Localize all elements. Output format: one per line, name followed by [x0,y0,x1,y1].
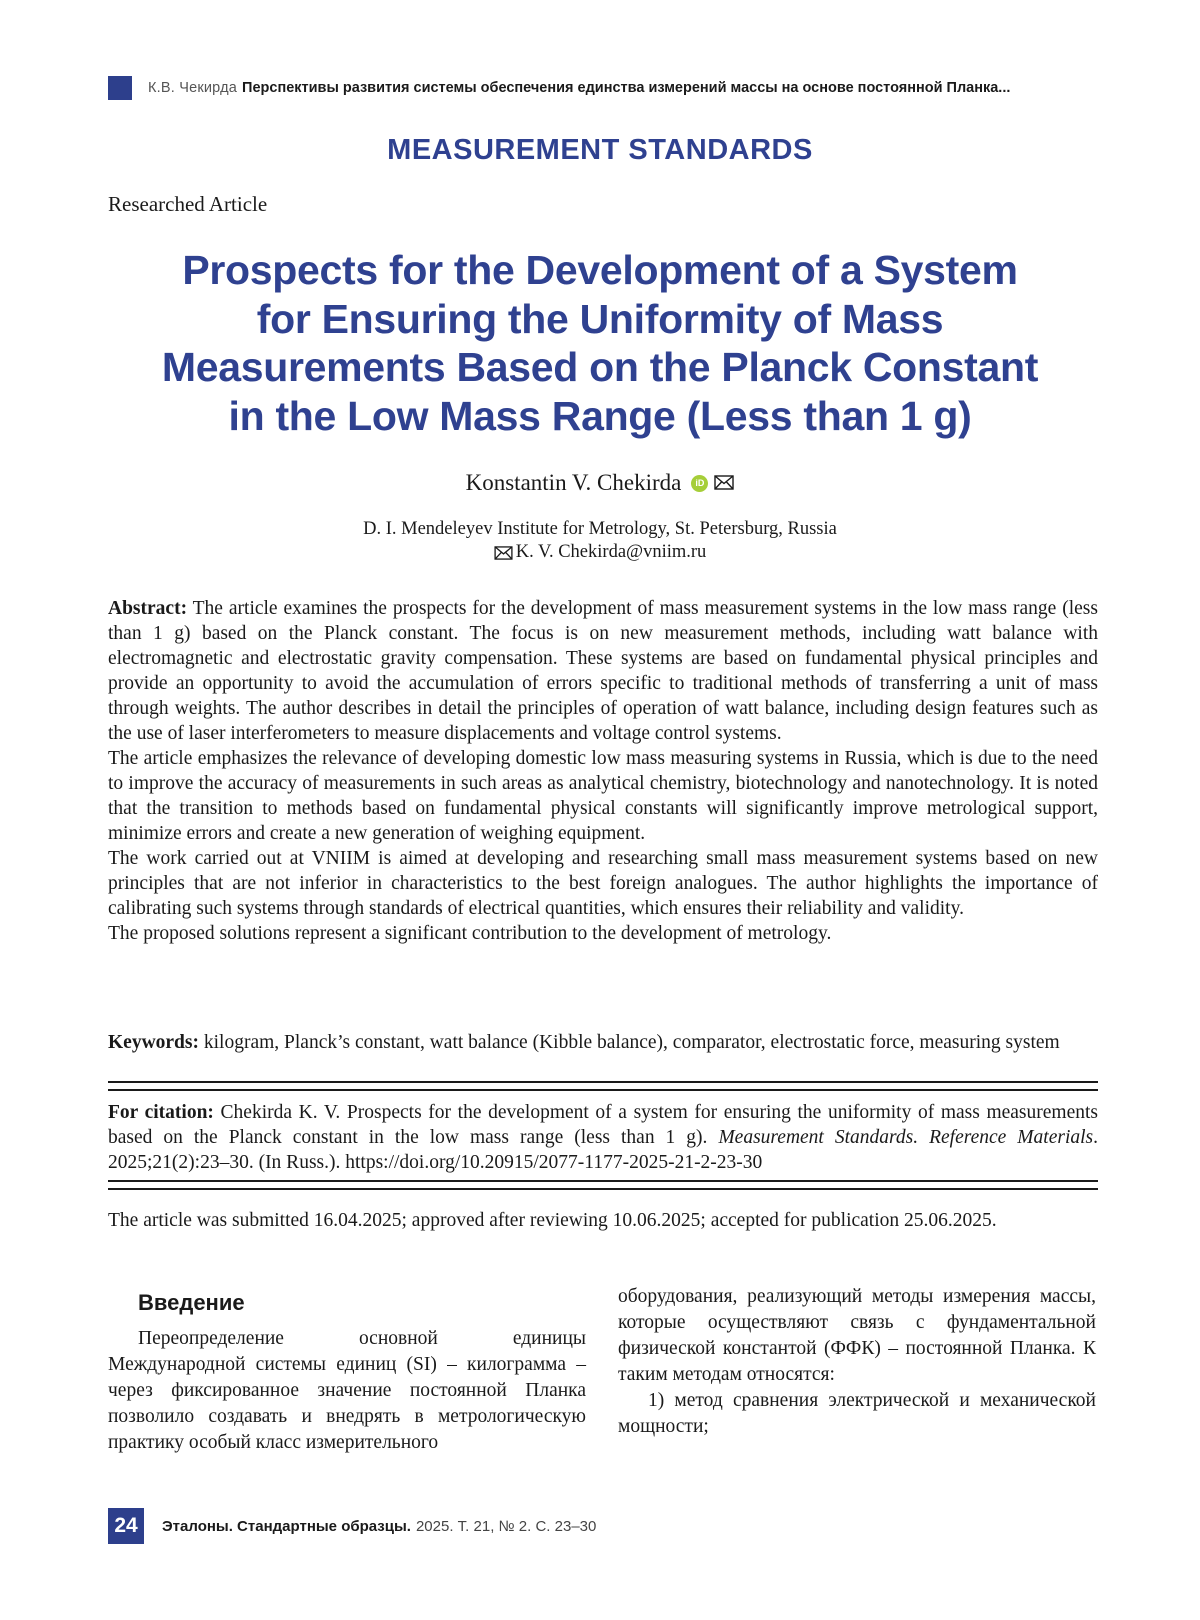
affiliation-email-line [0,541,1200,564]
header-title: Перспективы развития системы обеспечения единства измерений массы на основе постоянной Планка... [242,80,1011,96]
abstract-paragraph: The work carried out at VNIIM is aimed at developing and researching small mass measurement systems based on new principles that are not inferior in characteristics to the best foreign analogues. The author highlights the importance of calibrating such systems through standards of electrical quantities, which ensures their reliability and validity. [108,848,1098,919]
affiliation [0,518,1200,564]
intro-heading: Введение [138,1290,245,1315]
orcid-icon[interactable]: iD [691,475,708,492]
citation-journal: Measurement Standards. Reference Materials [718,1127,1094,1148]
abstract-paragraph [108,596,1098,746]
keywords-label: Keywords: [108,1032,199,1053]
double-rule-top [108,1081,1098,1091]
double-rule-bottom [108,1180,1098,1190]
header-square-marker [108,76,132,100]
title-line: Prospects for the Development of a System [182,247,1018,293]
body-paragraph: Переопределение основной единицы Международной системы единиц (SI) – килограмма – через фиксированное значение постоянной Планка позволило создавать и внедрять в метрологическую практику особый класс измерительного [108,1328,586,1453]
citation-label: For citation: [108,1102,214,1123]
page-number: 24 [108,1508,144,1544]
author-email-link[interactable]: K. V. Chekirda@vniim.ru [515,542,707,562]
article-type: Researched Article [108,192,268,216]
running-header [108,74,1098,102]
footer-issue: 2025. Т. 21, № 2. С. 23–30 [415,1517,597,1535]
body-paragraph: 1) метод сравнения электрической и механической мощности; [618,1390,1096,1437]
citation [108,1100,1098,1175]
abstract-paragraph: The proposed solutions represent a significant contribution to the development of metrology. [108,923,832,944]
keywords [108,1030,1098,1055]
citation-doi[interactable]: . 2025;21(2):23–30. (In Russ.). https://doi.org/10.20915/2077-1177-2025-21-2-23-30 [108,1127,1099,1173]
abstract [108,596,1098,946]
citation-text: Chekirda K. V. Prospects for the development of a system for ensuring the uniformity of mass measurements based on the Planck constant in the low mass range (less than 1 g). [108,1102,1099,1148]
abstract-paragraph: The article emphasizes the relevance of developing domestic low mass measuring systems in Russia, which is due to the need to improve the accuracy of measurements in such areas as analytical chemistry, biotechnology and nanotechnology. It is noted that the transition to methods based on fundamental physical constants will significantly improve metrological support, minimize errors and create a new generation of weighing equipment. [108,748,1098,844]
mail-icon[interactable] [714,470,734,496]
article-title [120,246,1080,440]
body-column-left [108,1296,586,1456]
page-footer [108,1508,596,1544]
author-line [0,470,1200,496]
section-label: MEASUREMENT STANDARDS [387,134,813,166]
title-line: Measurements Based on the Planck Constant [161,344,1039,390]
body-column-right [618,1286,1096,1440]
footer-journal: Эталоны. Стандартные образцы. [162,1517,411,1535]
abstract-label: Abstract: [108,598,188,619]
body-paragraph: оборудования, реализующий методы измерения массы, которые осуществляют связь с фундаментальной физической константой (ФФК) – постоянной Планка. К таким методам относятся: [618,1286,1096,1385]
title-line: in the Low Mass Range (Less than 1 g) [228,392,972,439]
header-author: К.В. Чекирда [148,80,238,96]
mail-icon [494,546,513,560]
author-name: Konstantin V. Chekirda [465,470,682,495]
article-dates: The article was submitted 16.04.2025; approved after reviewing 10.06.2025; accepted for publication 25.06.2025. [108,1210,997,1231]
title-line: for Ensuring the Uniformity of Mass [256,295,944,342]
keywords-text: kilogram, Planck’s constant, watt balance (Kibble balance), comparator, electrostatic force, measuring system [203,1032,1060,1053]
abstract-text: The article examines the prospects for the development of mass measurement systems in the low mass range (less than 1 g) based on the Planck constant. The focus is on new measurement methods, including watt balance with electromagnetic and electrostatic gravity compensation. These systems are based on fundamental physical principles and provide an opportunity to avoid the accumulation of errors specific to traditional methods of transferring a unit of mass through weights. The author describes in detail the principles of operation of watt balance, including design features such as the use of laser interferometers to measure displacements and voltage control systems. [108,598,1098,744]
affiliation-institute: D. I. Mendeleyev Institute for Metrology, St. Petersburg, Russia [363,519,837,539]
